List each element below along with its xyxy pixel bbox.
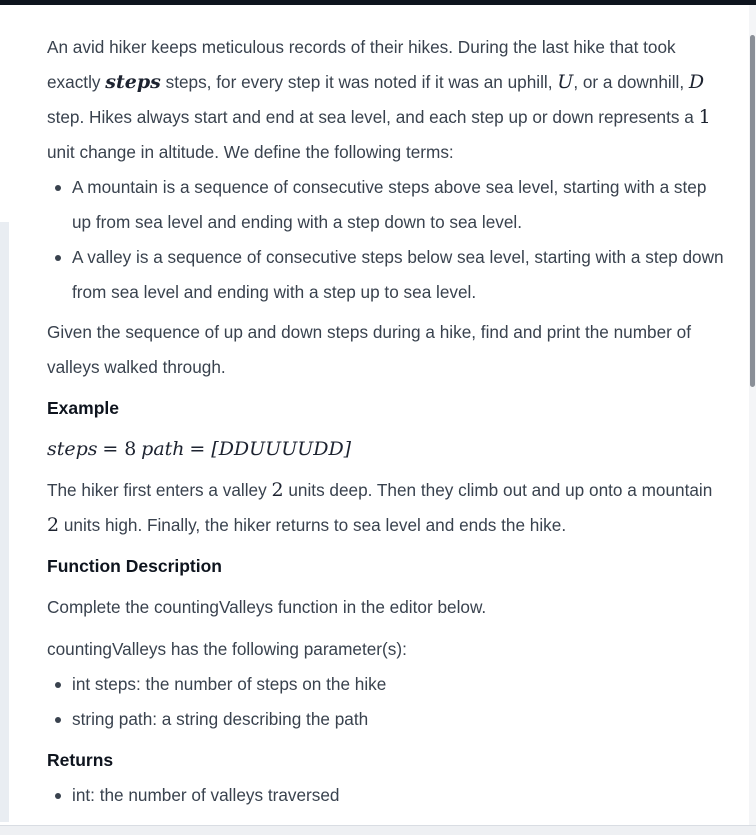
term-mountain: A mountain is a sequence of consecutive steps above sea level, starting with a step up from sea level and ending with a step down to sea level. (72, 177, 707, 232)
formula-path-value: = [DDUUUUDD] (189, 438, 352, 460)
var-d: D (688, 71, 705, 93)
example-formula (47, 432, 727, 467)
example-heading: Example (47, 398, 119, 418)
left-panel-edge (0, 222, 9, 822)
intro-text: , or a downhill, (573, 72, 689, 92)
list-item (47, 702, 727, 737)
scrollbar-track[interactable] (749, 5, 756, 825)
list-item (47, 240, 727, 310)
example-explanation (47, 473, 727, 543)
intro-text: step. Hikes always start and end at sea level, and each step up or down represents a (47, 107, 699, 127)
num-two: 2 (47, 514, 60, 536)
returns-list (47, 778, 727, 813)
bottom-edge (0, 825, 756, 835)
intro-text: An avid hiker keeps meticulous records of their hikes. During the last hike that took exactly (47, 37, 676, 92)
task-paragraph: Given the sequence of up and down steps during a hike, find and print the number of valleys walked through. (47, 322, 692, 377)
params-list (47, 667, 727, 737)
function-description-heading: Function Description (47, 556, 222, 576)
list-item (47, 778, 727, 813)
formula-steps-var: steps (47, 438, 98, 460)
problem-statement (47, 30, 727, 813)
terms-list (47, 170, 727, 310)
formula-steps-value: = 8 (102, 438, 137, 460)
bullet-icon (55, 682, 61, 688)
term-valley: A valley is a sequence of consecutive steps below sea level, starting with a step down from sea level and ending with a step up to sea level. (72, 247, 724, 302)
param-path: string path: a string describing the path (72, 709, 369, 729)
top-bar (0, 0, 756, 5)
list-item (47, 170, 727, 240)
list-item (47, 667, 727, 702)
var-u: U (557, 71, 574, 93)
example-text: units high. Finally, the hiker returns to sea level and ends the hike. (59, 515, 567, 535)
return-value: int: the number of valleys traversed (72, 785, 340, 805)
intro-text: unit change in altitude. We define the following terms: (47, 142, 454, 162)
intro-text: steps, for every step it was noted if it was an uphill, (160, 72, 558, 92)
example-text: units deep. Then they climb out and up onto a mountain (283, 480, 713, 500)
function-description-line: Complete the countingValleys function in the editor below. (47, 597, 487, 617)
bullet-icon (55, 717, 61, 723)
example-text: The hiker first enters a valley (47, 480, 272, 500)
formula-path-var: path (141, 438, 185, 460)
intro-paragraph (47, 30, 727, 170)
bullet-icon (55, 793, 61, 799)
num-two: 2 (271, 479, 284, 501)
function-parameters-line: countingValleys has the following parameter(s): (47, 639, 407, 659)
param-steps: int steps: the number of steps on the hike (72, 674, 387, 694)
bullet-icon (55, 255, 61, 261)
var-steps: steps (105, 71, 161, 93)
num-one: 1 (698, 106, 711, 128)
returns-heading: Returns (47, 750, 114, 770)
bullet-icon (55, 185, 61, 191)
scrollbar-thumb[interactable] (750, 35, 755, 387)
